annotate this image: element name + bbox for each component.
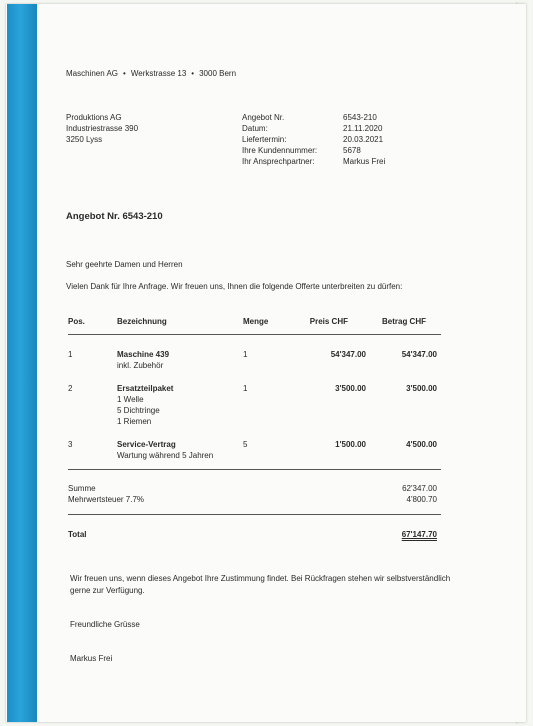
- folder-spine: [7, 4, 37, 722]
- meta-label: Datum:: [242, 124, 268, 133]
- header-desc: Bezeichnung: [117, 317, 167, 326]
- meta-value: Markus Frei: [343, 157, 386, 166]
- recipient-street: Industriestrasse 390: [66, 124, 139, 133]
- row-detail: 5 Dichtringe: [117, 406, 160, 415]
- sender-line: [66, 68, 236, 79]
- total-label: Total: [68, 530, 87, 539]
- row-detail: inkl. Zubehör: [117, 361, 164, 370]
- document-title: Angebot Nr. 6543-210: [66, 211, 163, 222]
- row-amount: 4'500.00: [406, 440, 437, 449]
- intro-text: Vielen Dank für Ihre Anfrage. Wir freuen uns, Ihnen die folgende Offerte unterbreiten zu dürfen:: [66, 282, 403, 291]
- sender-street: Werkstrasse 13: [130, 69, 187, 78]
- row-name: Maschine 439: [117, 350, 170, 359]
- closing-text-line1: Wir freuen uns, wenn dieses Angebot Ihre Zustimmung findet. Bei Rückfragen stehen wir selbstverständlich: [70, 574, 451, 583]
- meta-label: Ihre Kundennummer:: [242, 146, 318, 155]
- closing-text-line2: gerne zur Verfügung.: [70, 586, 145, 595]
- table-divider: [68, 469, 441, 470]
- header-price: Preis CHF: [309, 317, 348, 326]
- row-price: 3'500.00: [335, 384, 366, 393]
- meta-value: 5678: [343, 146, 361, 155]
- header-amount: Betrag CHF: [381, 317, 426, 326]
- row-detail: Wartung während 5 Jahren: [117, 451, 214, 460]
- meta-label: Angebot Nr.: [242, 113, 285, 122]
- total-value: 67'147.70: [401, 530, 437, 539]
- meta-value: 21.11.2020: [343, 124, 383, 133]
- row-pos: 2: [68, 384, 73, 393]
- sender-city: 3000 Bern: [199, 69, 237, 78]
- meta-value: 20.03.2021: [343, 135, 384, 144]
- header-qty: Menge: [243, 317, 269, 326]
- row-pos: 1: [68, 350, 73, 359]
- row-detail: 1 Riemen: [117, 417, 152, 426]
- row-amount: 3'500.00: [406, 384, 437, 393]
- totals-divider: [68, 514, 441, 515]
- bullet-separator: •: [191, 69, 195, 78]
- bullet-separator: •: [123, 69, 126, 78]
- meta-value: 6543-210: [343, 113, 377, 122]
- signature-name: Markus Frei: [70, 654, 113, 663]
- row-qty: 1: [243, 350, 248, 359]
- recipient-city: 3250 Lyss: [66, 135, 103, 144]
- row-amount: 54'347.00: [401, 350, 437, 359]
- header-divider: [68, 334, 441, 335]
- vat-label: Mehrwertsteuer 7.7%: [68, 495, 145, 504]
- salutation: Sehr geehrte Damen und Herren: [66, 260, 183, 269]
- row-pos: 3: [68, 440, 73, 449]
- sum-label: Summe: [68, 484, 96, 493]
- row-price: 1'500.00: [335, 440, 366, 449]
- row-name: Ersatzteilpaket: [117, 384, 174, 393]
- meta-label: Liefertermin:: [242, 135, 287, 144]
- header-pos: Pos.: [68, 317, 85, 326]
- row-name: Service-Vertrag: [117, 440, 176, 449]
- vat-value: 4'800.70: [406, 495, 437, 504]
- sum-value: 62'347.00: [402, 484, 437, 493]
- row-qty: 1: [243, 384, 248, 393]
- row-price: 54'347.00: [330, 350, 366, 359]
- row-detail: 1 Welle: [117, 395, 144, 404]
- closing-greeting: Freundliche Grüsse: [70, 620, 140, 629]
- recipient-name: Produktions AG: [66, 113, 122, 122]
- sender-company: Maschinen AG: [66, 69, 119, 78]
- meta-label: Ihr Ansprechpartner:: [242, 157, 315, 166]
- row-qty: 5: [243, 440, 248, 449]
